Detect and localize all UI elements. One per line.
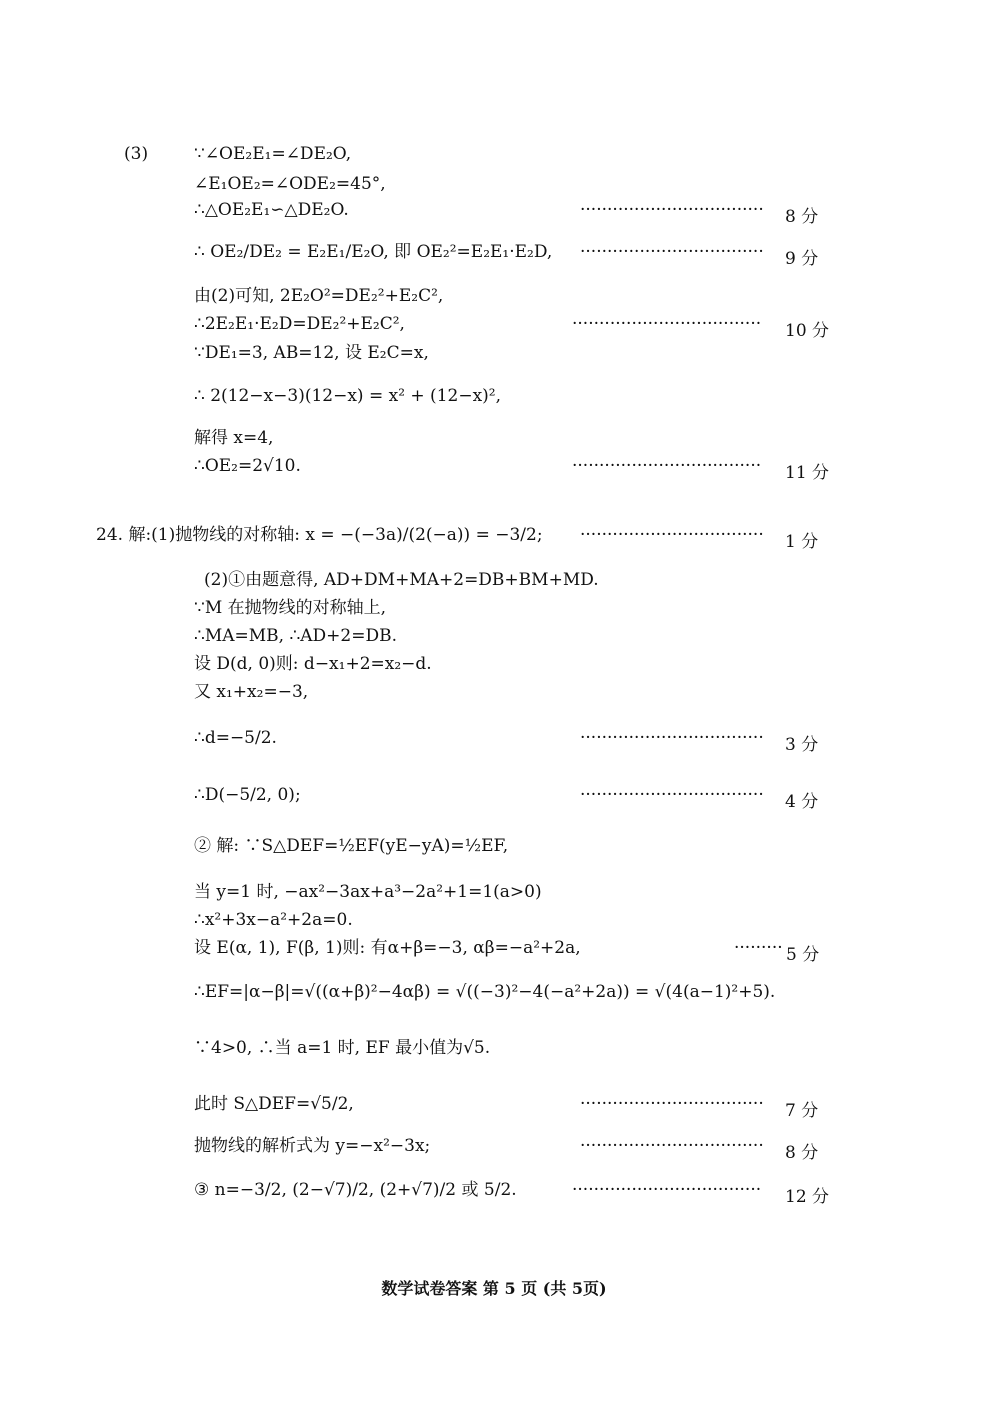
step-line: ∴2E₂E₁·E₂D=DE₂²+E₂C², [194,314,405,334]
step-line: ∵M 在抛物线的对称轴上, [194,598,387,618]
step-line: ∴OE₂=2√10. [194,456,301,476]
step-line: ∵DE₁=3, AB=12, 设 E₂C=x, [194,343,429,363]
score-line: ··································· 10 分 [572,314,830,341]
step-line: 当 y=1 时, −ax²−3ax+a³−2a²+1=1(a>0) [194,882,542,902]
step-line: ∴x²+3x−a²+2a=0. [194,910,353,930]
step-line: ∠E₁OE₂=∠ODE₂=45°, [194,174,386,194]
score-line: ·································· 9 分 [580,242,819,269]
step-line: 设 D(d, 0)则: d−x₁+2=x₂−d. [194,654,432,674]
score-line: ··································· 12 分 [572,1180,830,1207]
step-line: ∵∠OE₂E₁=∠DE₂O, [194,144,352,164]
score-line: ·································· 1 分 [580,525,819,552]
score-line: ·································· 8 分 [580,1136,819,1163]
step-line: 抛物线的解析式为 y=−x²−3x; [194,1136,431,1156]
step-line: 又 x₁+x₂=−3, [194,682,309,702]
step-line: ∴D(−5/2, 0); [194,785,301,805]
step-line: 设 E(α, 1), F(β, 1)则: 有α+β=−3, αβ=−a²+2a, [194,938,581,958]
score-line: ·································· 3 分 [580,728,819,755]
score-line: ··································· 11 分 [572,456,830,483]
step-line: ∴EF=|α−β|=√((α+β)²−4αβ) = √((−3)²−4(−a²+2a)) = √(4(a−1)²+5). [194,982,776,1002]
step-line: ② 解: ∵S△DEF=½EF(yE−yA)=½EF, [194,836,509,856]
step-line: (2)①由题意得, AD+DM+MA+2=DB+BM+MD. [204,570,599,590]
score-line: ·································· 8 分 [580,200,819,227]
step-line: ∴MA=MB, ∴AD+2=DB. [194,626,398,646]
question-heading: 24. 解:(1)抛物线的对称轴: x = −(−3a)/(2(−a)) = −3/2; [96,525,543,545]
step-line: ∴△OE₂E₁∽△DE₂O. [194,200,349,220]
step-line: 此时 S△DEF=√5/2, [194,1094,354,1114]
step-line: ∵4>0, ∴当 a=1 时, EF 最小值为√5. [194,1038,491,1058]
step-line: 由(2)可知, 2E₂O²=DE₂²+E₂C², [194,286,444,306]
step-line: ∴d=−5/2. [194,728,277,748]
score-line: ········· 5 分 [734,938,820,965]
step-line: ∴ 2(12−x−3)(12−x) = x² + (12−x)², [194,386,502,406]
score-line: ·································· 7 分 [580,1094,819,1121]
part-label: (3) [124,144,149,164]
step-line: ∴ OE₂/DE₂ = E₂E₁/E₂O, 即 OE₂²=E₂E₁·E₂D, [194,242,553,262]
score-line: ·································· 4 分 [580,785,819,812]
step-line: ③ n=−3/2, (2−√7)/2, (2+√7)/2 或 5/2. [194,1180,517,1200]
step-line: 解得 x=4, [194,428,274,448]
page-footer: 数学试卷答案 第 5 页 (共 5页) [381,1279,607,1298]
